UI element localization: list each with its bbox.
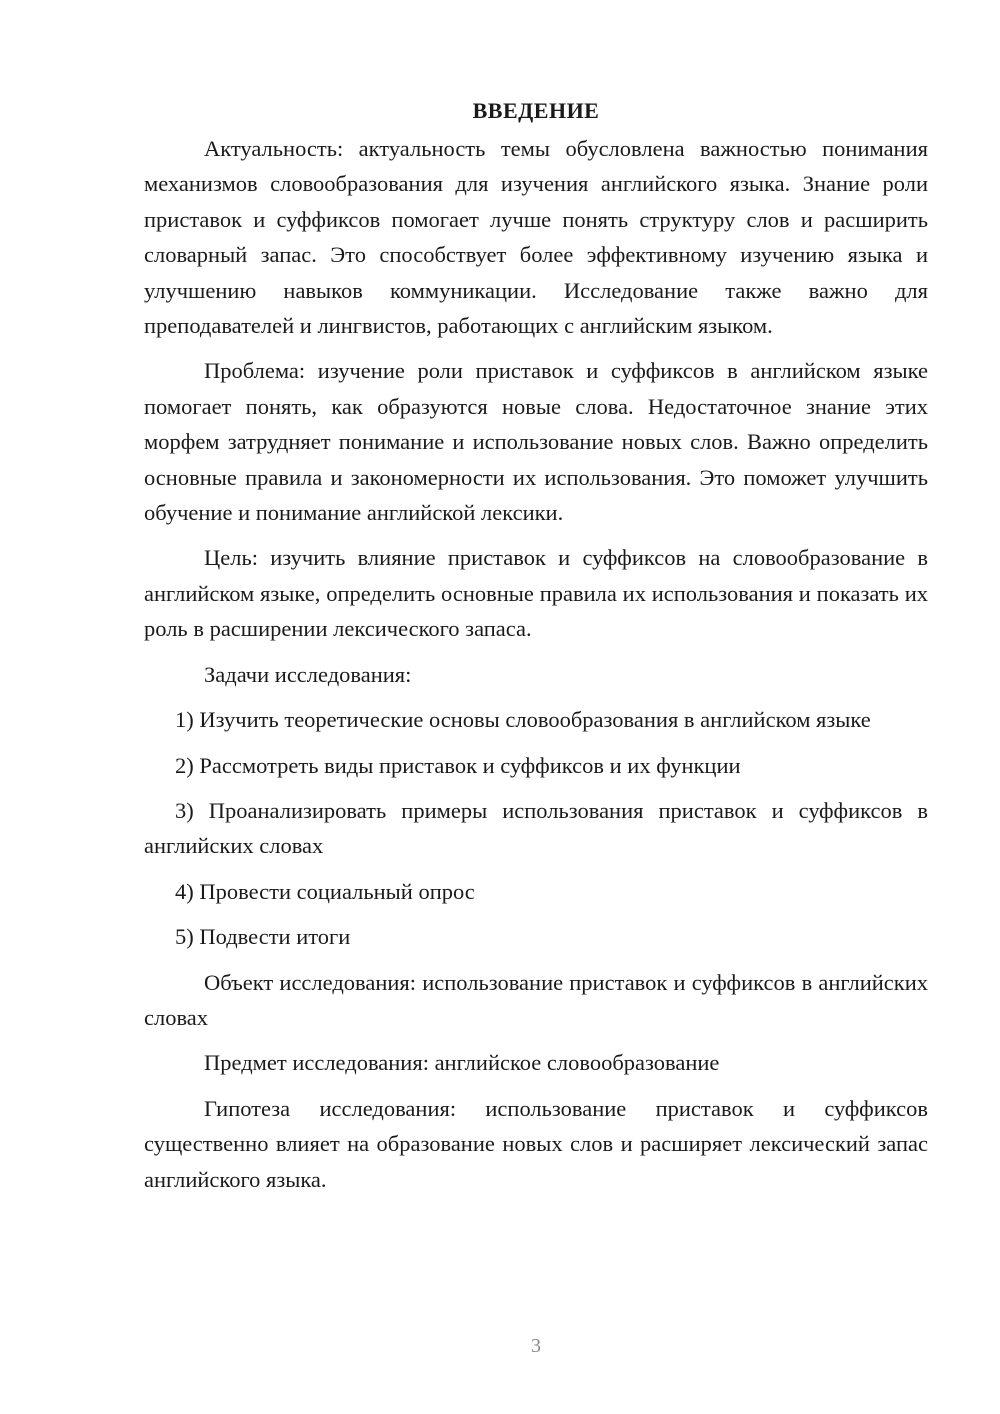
tasks-list: [144, 702, 928, 954]
goal-paragraph: Цель: изучить влияние приставок и суффиксов на словообразование в английском языке, определить основные правила их использования и показать их роль в расширении лексического запаса.: [144, 545, 928, 642]
page-number: 3: [531, 1335, 541, 1357]
list-item: 3) Проанализировать примеры использования приставок и суффиксов в английских словах: [144, 797, 928, 859]
subject-paragraph: Предмет исследования: английское словообразование: [204, 1050, 720, 1076]
list-item: 5) Подвести итоги: [175, 924, 351, 950]
list-item: 1) Изучить теоретические основы словообразования в английском языке: [175, 707, 871, 733]
document-page: [144, 96, 928, 1207]
problem-paragraph: Проблема: изучение роли приставок и суффиксов в английском языке помогает понять, как образуются новые слова. Недостаточное знание этих морфем затрудняет понимание и использование новых слов. Важно определить основные правила и закономерности их использования. Это поможет улучшить обучение и понимание английской лексики.: [144, 358, 928, 526]
hypothesis-paragraph: Гипотеза исследования: использование приставок и суффиксов существенно влияет на образование новых слов и расширяет лексический запас английского языка.: [144, 1095, 928, 1192]
section-title: ВВЕДЕНИЕ: [472, 98, 600, 123]
tasks-heading: Задачи исследования:: [204, 661, 412, 687]
object-paragraph: Объект исследования: использование приставок и суффиксов в английских словах: [144, 969, 928, 1030]
list-item: 4) Провести социальный опрос: [175, 878, 475, 904]
list-item: 2) Рассмотреть виды приставок и суффиксов и их функции: [175, 752, 741, 778]
relevance-paragraph: Актуальность: актуальность темы обусловлена важностью понимания механизмов словообразования для изучения английского языка. Знание роли приставок и суффиксов помогает лучше понять структуру слов и расширить словарный запас. Это способствует более эффективному изучению языка и улучшению навыков коммуникации. Исследование также важно для преподавателей и лингвистов, работающих с английским языком.: [144, 136, 928, 339]
